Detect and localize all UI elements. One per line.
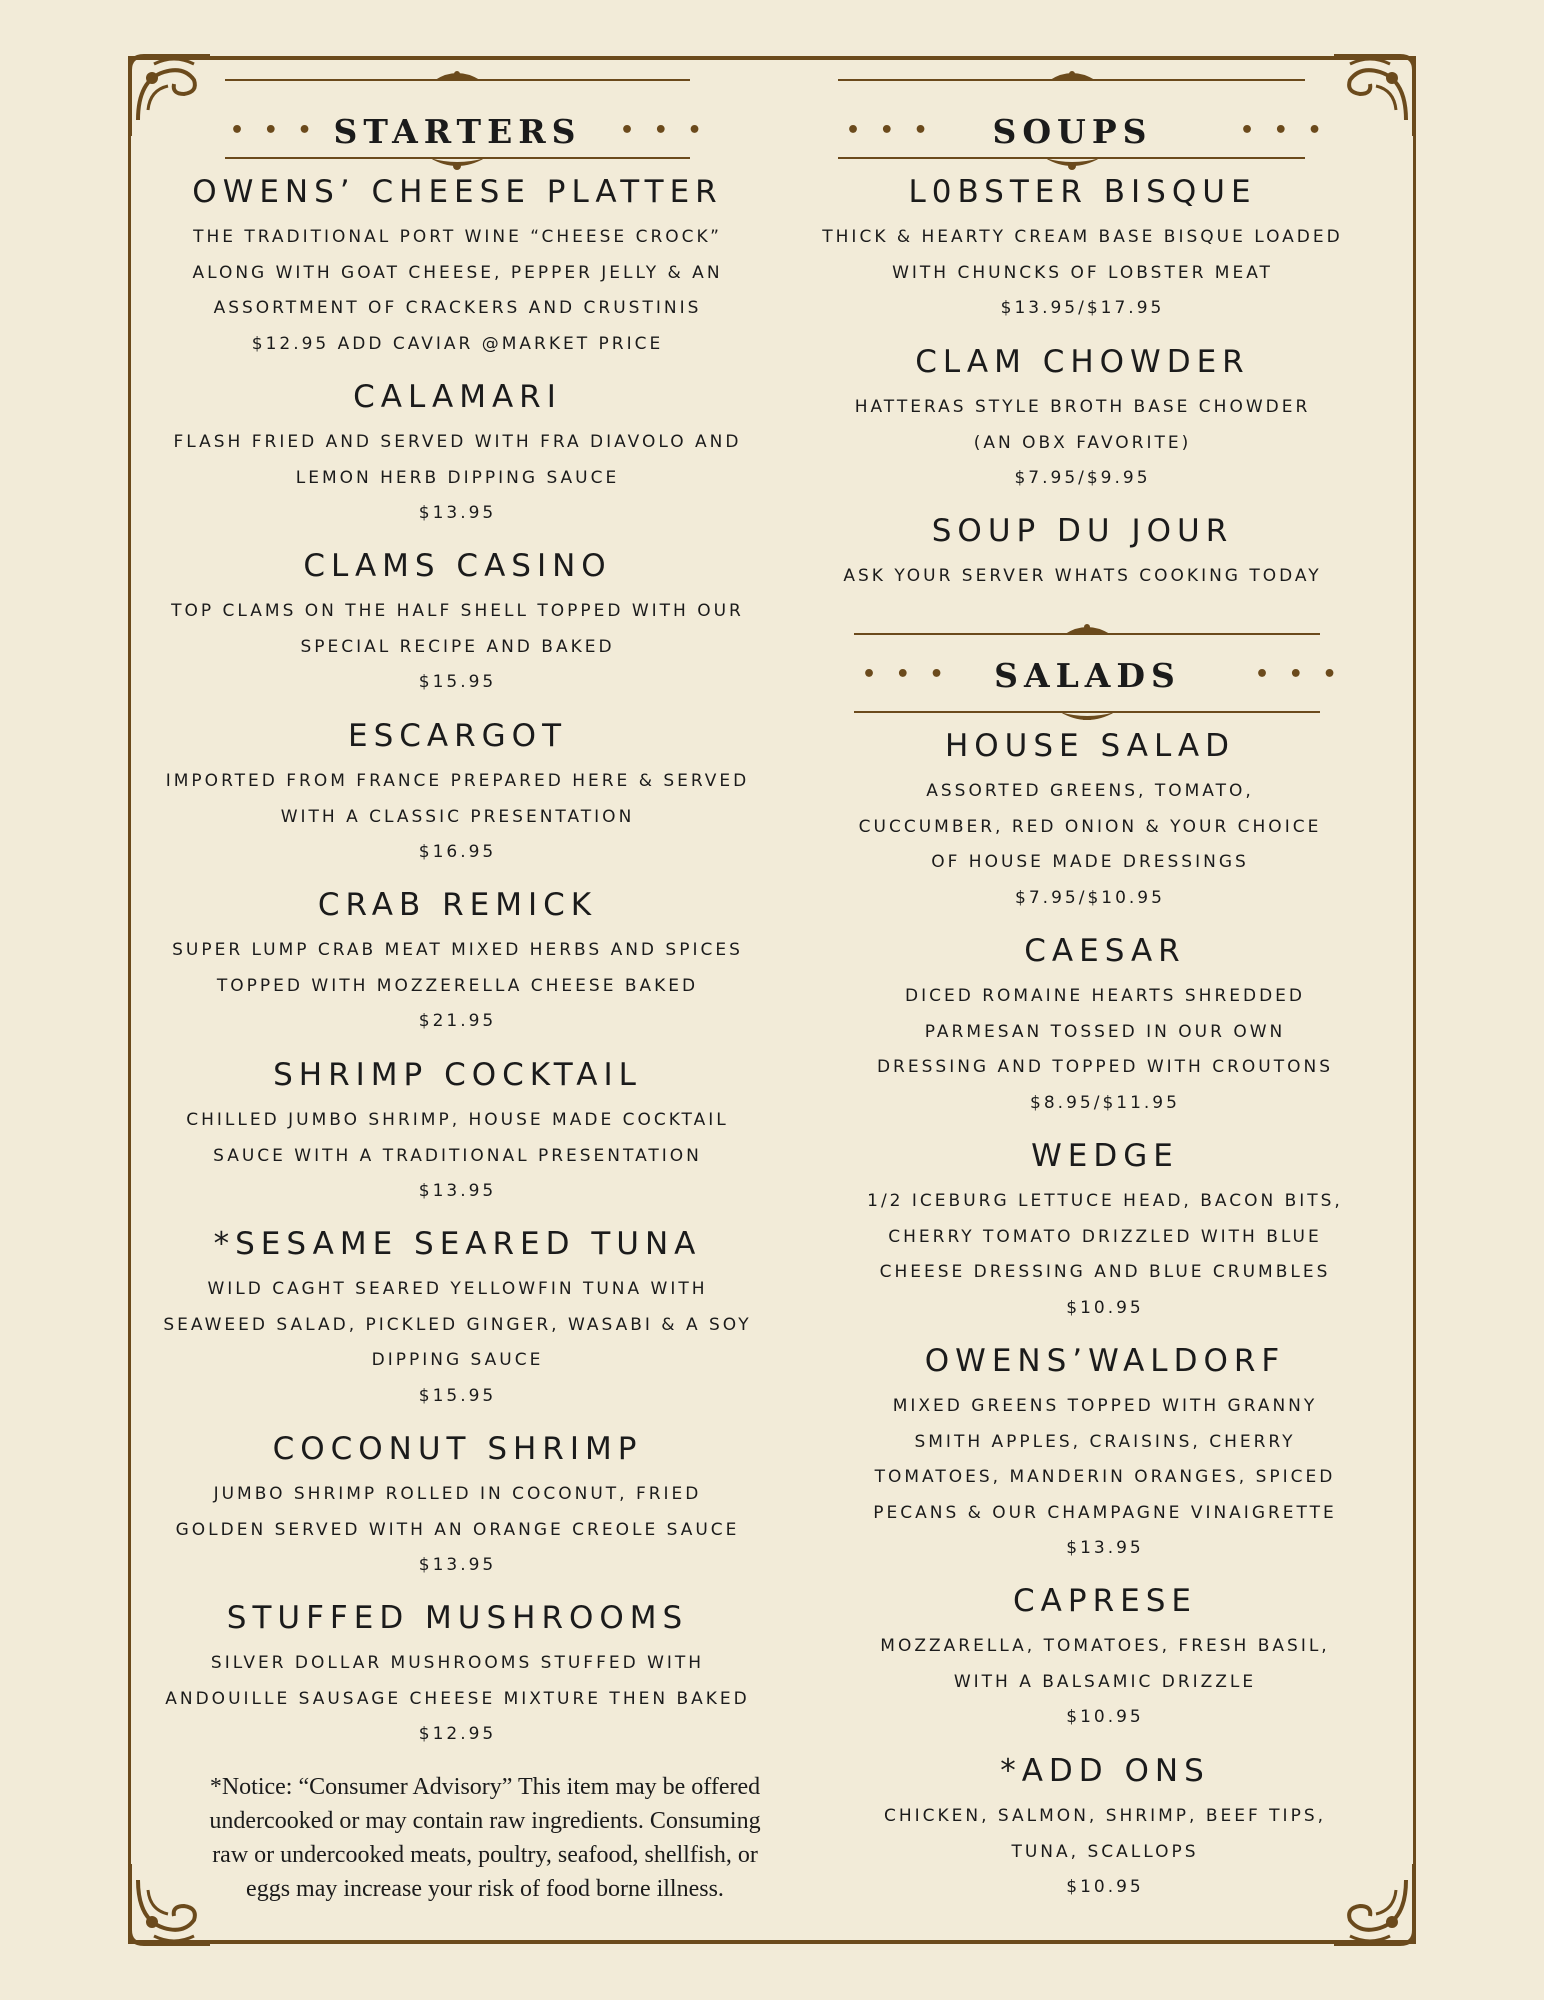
- item-name: CRAB REMICK: [317, 887, 598, 923]
- item-price: $13.95: [418, 1555, 497, 1575]
- desc-line: CHEESE DRESSING AND BLUE CRUMBLES: [879, 1262, 1331, 1282]
- menu-item: [145, 1598, 770, 1753]
- desc-line: OF HOUSE MADE DRESSINGS: [931, 852, 1249, 872]
- desc-line: MOZZARELLA, TOMATOES, FRESH BASIL,: [880, 1636, 1330, 1656]
- section-title: STARTERS: [333, 112, 582, 151]
- item-description: [145, 764, 770, 871]
- item-price: $7.95/$10.95: [1015, 887, 1165, 908]
- notice-line: undercooked or may contain raw ingredients. Consuming: [209, 1808, 761, 1834]
- item-description: [810, 774, 1370, 916]
- desc-line: THICK & HEARTY CREAM BASE BISQUE LOADED: [822, 227, 1343, 247]
- desc-line: ANDOUILLE SAUSAGE CHEESE MIXTURE THEN BAKED: [165, 1688, 750, 1709]
- desc-line: WITH A BALSAMIC DRIZZLE: [953, 1671, 1257, 1692]
- menu-item: [810, 172, 1355, 327]
- ornament-dots: • • •: [846, 118, 934, 143]
- section-title: SALADS: [994, 656, 1181, 695]
- item-name: OWENS’WALDORF: [924, 1343, 1286, 1379]
- item-description: [145, 1272, 770, 1414]
- desc-line: 1/2 ICEBURG LETTUCE HEAD, BACON BITS,: [867, 1191, 1343, 1211]
- notice-line: raw or undercooked meats, poultry, seafood, shellfish, or: [212, 1842, 758, 1868]
- desc-line: FLASH FRIED AND SERVED WITH FRA DIAVOLO AND: [173, 432, 742, 452]
- menu-item: [810, 1581, 1400, 1736]
- item-description: [145, 220, 770, 362]
- desc-line: (AN OBX FAVORITE): [973, 432, 1192, 453]
- desc-line: TOP CLAMS ON THE HALF SHELL TOPPED WITH OUR: [171, 601, 744, 621]
- item-price: $21.95: [418, 1011, 497, 1031]
- item-price: $13.95: [418, 503, 497, 523]
- desc-line: DIPPING SAUCE: [371, 1350, 544, 1370]
- menu-item: [810, 342, 1355, 497]
- item-price: $10.95: [1066, 1297, 1144, 1318]
- desc-line: CUCCUMBER, RED ONION & YOUR CHOICE: [858, 816, 1322, 837]
- menu-item: [145, 172, 770, 362]
- item-description: [810, 1799, 1400, 1906]
- desc-line: ALONG WITH GOAT CHEESE, PEPPER JELLY & AN: [192, 262, 723, 283]
- notice-line: eggs may increase your risk of food borne illness.: [246, 1876, 724, 1902]
- item-price: $15.95: [418, 672, 497, 692]
- desc-line: WITH CHUNCKS OF LOBSTER MEAT: [892, 262, 1273, 283]
- menu-item: [145, 885, 770, 1040]
- item-description: [810, 559, 1355, 595]
- item-price: $7.95/$9.95: [1014, 468, 1151, 488]
- desc-line: TOPPED WITH MOZZERELLA CHEESE BAKED: [216, 975, 699, 996]
- ornament-dots: • • •: [1255, 662, 1343, 687]
- desc-line: DICED ROMAINE HEARTS SHREDDED: [904, 986, 1306, 1006]
- item-description: [810, 979, 1400, 1121]
- desc-line: SUPER LUMP CRAB MEAT MIXED HERBS AND SPICES: [172, 940, 743, 960]
- menu-item: [810, 1136, 1400, 1326]
- menu-item: [810, 511, 1355, 595]
- consumer-advisory-notice: [160, 1770, 810, 1906]
- item-name: WEDGE: [1031, 1138, 1179, 1174]
- item-price: $10.95: [1066, 1707, 1144, 1727]
- item-name: CLAMS CASINO: [303, 548, 612, 584]
- item-description: [810, 390, 1355, 497]
- item-description: [145, 425, 770, 532]
- item-description: [810, 1184, 1400, 1326]
- desc-line: SEAWEED SALAD, PICKLED GINGER, WASABI & A SOY: [163, 1314, 752, 1335]
- item-price: $10.95: [1066, 1877, 1144, 1897]
- item-name: ESCARGOT: [347, 718, 567, 754]
- item-name: OWENS’ CHEESE PLATTER: [192, 174, 723, 210]
- desc-line: IMPORTED FROM FRANCE PREPARED HERE & SERVED: [165, 771, 750, 791]
- desc-line: TOMATOES, MANDERIN ORANGES, SPICED: [874, 1467, 1336, 1487]
- item-price: $13.95/$17.95: [1000, 298, 1165, 318]
- menu-item: [145, 1429, 770, 1584]
- menu-item: [810, 1751, 1400, 1906]
- item-description: [810, 1389, 1400, 1567]
- menu-item: [145, 1224, 770, 1414]
- desc-line: MIXED GREENS TOPPED WITH GRANNY: [892, 1396, 1318, 1416]
- desc-line: GOLDEN SERVED WITH AN ORANGE CREOLE SAUCE: [175, 1519, 740, 1540]
- desc-line: CHILLED JUMBO SHRIMP, HOUSE MADE COCKTAIL: [186, 1110, 729, 1130]
- item-name: SOUP DU JOUR: [931, 513, 1234, 549]
- item-name: *ADD ONS: [1000, 1753, 1210, 1789]
- desc-line: PECANS & OUR CHAMPAGNE VINAIGRETTE: [873, 1502, 1337, 1523]
- item-name: HOUSE SALAD: [944, 728, 1236, 764]
- desc-line: THE TRADITIONAL PORT WINE “CHEESE CROCK”: [193, 227, 722, 247]
- desc-line: LEMON HERB DIPPING SAUCE: [295, 467, 620, 488]
- item-description: [145, 933, 770, 1040]
- item-price: $15.95: [418, 1385, 497, 1406]
- desc-line: SILVER DOLLAR MUSHROOMS STUFFED WITH: [210, 1653, 705, 1673]
- section-title: SOUPS: [992, 112, 1153, 151]
- menu-item: [145, 1055, 770, 1210]
- item-name: CAESAR: [1024, 933, 1186, 969]
- item-name: *SESAME SEARED TUNA: [213, 1226, 702, 1262]
- menu-item: [145, 377, 770, 532]
- menu-item: [810, 726, 1370, 916]
- ornament-dots: • • •: [230, 118, 318, 143]
- menu-item: [145, 546, 770, 701]
- item-name: STUFFED MUSHROOMS: [226, 1600, 689, 1636]
- item-name: COCONUT SHRIMP: [272, 1431, 643, 1467]
- item-price: $12.95: [418, 1724, 497, 1744]
- item-price: $16.95: [418, 842, 497, 862]
- section-header-soups: [810, 70, 1410, 180]
- item-description: [145, 1646, 770, 1753]
- desc-line: HATTERAS STYLE BROTH BASE CHOWDER: [854, 397, 1311, 417]
- item-name: CLAM CHOWDER: [915, 344, 1250, 380]
- section-header-salads: [810, 620, 1410, 730]
- item-description: [145, 594, 770, 701]
- item-price: $13.95: [1066, 1538, 1144, 1558]
- desc-line: JUMBO SHRIMP ROLLED IN COCONUT, FRIED: [213, 1484, 702, 1504]
- section-header-starters: [145, 70, 770, 180]
- item-name: SHRIMP COCKTAIL: [273, 1057, 642, 1093]
- desc-line: SMITH APPLES, CRAISINS, CHERRY: [914, 1431, 1296, 1452]
- item-description: [145, 1477, 770, 1584]
- desc-line: WILD CAGHT SEARED YELLOWFIN TUNA WITH: [207, 1279, 708, 1299]
- menu-item: [810, 931, 1400, 1121]
- desc-line: PARMESAN TOSSED IN OUR OWN: [924, 1021, 1286, 1042]
- menu-item: [145, 716, 770, 871]
- desc-line: SAUCE WITH A TRADITIONAL PRESENTATION: [213, 1145, 702, 1166]
- desc-line: CHERRY TOMATO DRIZZLED WITH BLUE: [888, 1226, 1322, 1247]
- desc-line: TUNA, SCALLOPS: [1011, 1841, 1199, 1862]
- item-name: L0BSTER BISQUE: [908, 174, 1257, 210]
- ornament-dots: • • •: [862, 662, 950, 687]
- desc-line: SPECIAL RECIPE AND BAKED: [300, 636, 615, 657]
- ornament-dots: • • •: [1240, 118, 1328, 143]
- desc-line: ASSORTED GREENS, TOMATO,: [926, 781, 1254, 801]
- desc-line: CHICKEN, SALMON, SHRIMP, BEEF TIPS,: [883, 1806, 1327, 1826]
- desc-line: DRESSING AND TOPPED WITH CROUTONS: [876, 1057, 1334, 1077]
- item-price: $13.95: [418, 1181, 497, 1201]
- menu-item: [810, 1341, 1400, 1567]
- desc-line: ASK YOUR SERVER WHATS COOKING TODAY: [843, 566, 1322, 586]
- desc-line: WITH A CLASSIC PRESENTATION: [280, 806, 635, 827]
- item-price: $8.95/$11.95: [1030, 1092, 1180, 1113]
- item-price: $12.95 ADD CAVIAR @MARKET PRICE: [251, 333, 664, 354]
- item-description: [810, 220, 1355, 327]
- item-description: [810, 1629, 1400, 1736]
- item-description: [145, 1103, 770, 1210]
- item-name: CAPRESE: [1013, 1583, 1197, 1619]
- notice-line: *Notice: “Consumer Advisory” This item may be offered: [209, 1774, 761, 1800]
- item-name: CALAMARI: [353, 379, 562, 415]
- ornament-dots: • • •: [620, 118, 708, 143]
- desc-line: ASSORTMENT OF CRACKERS AND CRUSTINIS: [213, 298, 702, 318]
